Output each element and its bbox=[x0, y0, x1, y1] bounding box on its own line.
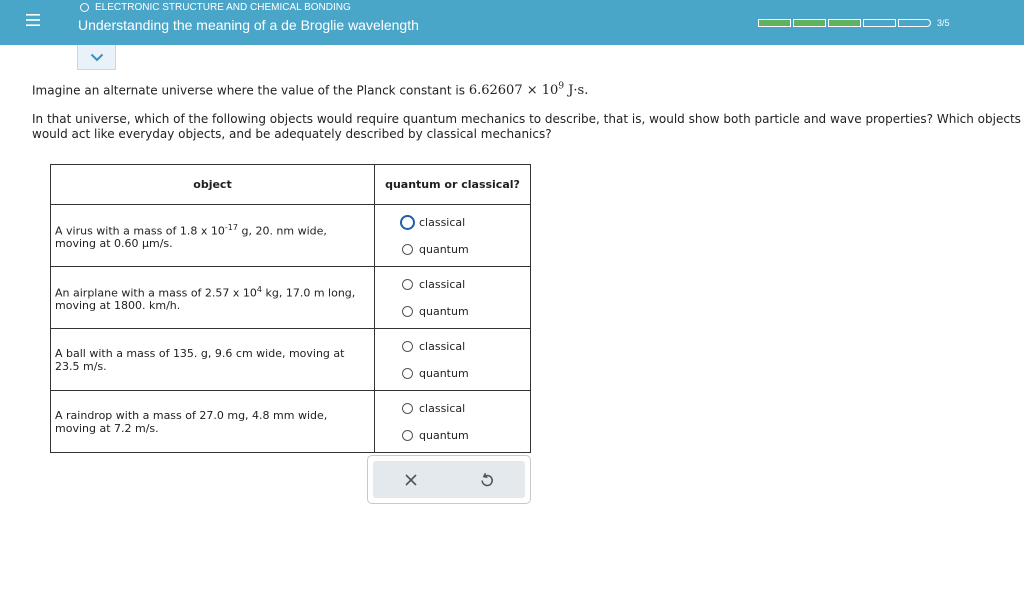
page-title: Understanding the meaning of a de Broglie wavelength bbox=[78, 17, 419, 33]
progress-segment bbox=[898, 19, 931, 27]
constant-mantissa: 6.62607 bbox=[468, 83, 523, 99]
question-prompt: In that universe, which of the following objects would require quantum mechanics to describe, that is, would show both particle and wave properties? Which objects would act like everyday objects, and be adequately described by classical mechanics? bbox=[32, 112, 1021, 141]
breadcrumb-text: ELECTRONIC STRUCTURE AND CHEMICAL BONDING bbox=[95, 2, 351, 13]
choice-cell bbox=[375, 329, 531, 391]
menu-button[interactable] bbox=[18, 5, 48, 35]
object-description: An airplane with a mass of 2.57 x $10^4$ kg, 17.0 m long, moving at 1800. km/h. bbox=[51, 267, 375, 329]
radio-circle-icon[interactable] bbox=[402, 341, 413, 352]
question-intro bbox=[32, 82, 588, 98]
table-row bbox=[51, 267, 531, 329]
radio-circle-icon[interactable] bbox=[400, 215, 415, 230]
answer-table bbox=[50, 164, 531, 453]
table-row bbox=[51, 205, 531, 267]
option-classical[interactable]: classical bbox=[402, 395, 530, 422]
clear-button[interactable] bbox=[396, 465, 426, 495]
table-row bbox=[51, 329, 531, 391]
option-quantum[interactable]: quantum bbox=[402, 360, 530, 387]
header-object: object bbox=[51, 165, 375, 205]
progress-segment bbox=[793, 19, 826, 27]
option-quantum[interactable]: quantum bbox=[402, 298, 530, 325]
progress-segment bbox=[828, 19, 861, 27]
intro-text: Imagine an alternate universe where the value of the Planck constant is bbox=[32, 83, 465, 98]
topic-dot-icon bbox=[80, 3, 89, 12]
action-panel bbox=[367, 455, 531, 504]
option-classical[interactable]: classical bbox=[402, 333, 530, 360]
constant-units: J·s. bbox=[568, 83, 589, 99]
undo-button[interactable] bbox=[472, 465, 502, 495]
top-bar bbox=[0, 0, 1024, 45]
choice-cell bbox=[375, 267, 531, 329]
choice-cell bbox=[375, 205, 531, 267]
radio-circle-icon[interactable] bbox=[402, 430, 413, 441]
breadcrumb bbox=[80, 2, 351, 13]
planck-constant bbox=[469, 83, 589, 98]
option-classical[interactable]: classical bbox=[402, 271, 530, 298]
object-description: A raindrop with a mass of 27.0 mg, 4.8 mm wide, moving at 7.2 m/s. bbox=[51, 391, 375, 453]
progress-indicator bbox=[758, 18, 950, 28]
constant-base: 10 bbox=[541, 83, 559, 99]
table-row bbox=[51, 391, 531, 453]
hamburger-icon bbox=[26, 13, 40, 27]
constant-exponent: 9 bbox=[558, 82, 565, 92]
progress-segment bbox=[758, 19, 791, 27]
undo-icon bbox=[480, 472, 494, 487]
constant-times: × bbox=[526, 83, 538, 99]
progress-segment bbox=[863, 19, 896, 27]
option-quantum[interactable]: quantum bbox=[402, 236, 530, 263]
radio-circle-icon[interactable] bbox=[402, 279, 413, 290]
radio-circle-icon[interactable] bbox=[402, 368, 413, 379]
option-classical[interactable]: classical bbox=[402, 209, 530, 236]
collapse-toggle[interactable] bbox=[77, 45, 116, 70]
option-quantum[interactable]: quantum bbox=[402, 422, 530, 449]
radio-circle-icon[interactable] bbox=[402, 306, 413, 317]
choice-cell bbox=[375, 391, 531, 453]
action-buttons bbox=[373, 461, 525, 498]
progress-label: 3/5 bbox=[937, 18, 950, 28]
radio-circle-icon[interactable] bbox=[402, 403, 413, 414]
object-description: A virus with a mass of 1.8 x $10^{-17}$ g, 20. nm wide, moving at 0.60 µm/s. bbox=[51, 205, 375, 267]
object-description: A ball with a mass of 135. g, 9.6 cm wide, moving at 23.5 m/s. bbox=[51, 329, 375, 391]
header-choice: quantum or classical? bbox=[375, 165, 531, 205]
chevron-down-icon bbox=[90, 53, 104, 62]
close-icon bbox=[405, 474, 417, 486]
radio-circle-icon[interactable] bbox=[402, 244, 413, 255]
